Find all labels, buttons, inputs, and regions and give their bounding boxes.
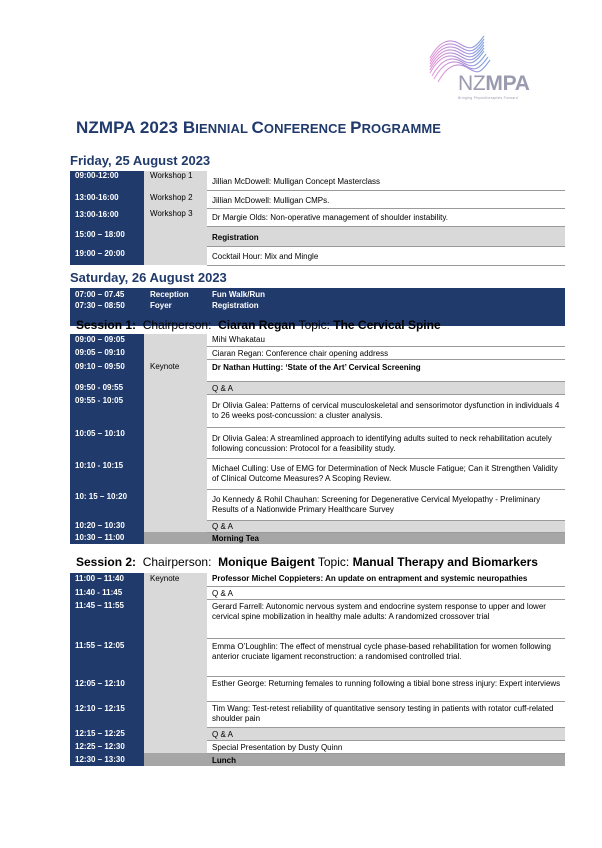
session-desc: Q & A [207,727,565,740]
time-cell: 12:30 – 13:30 [70,753,144,766]
session-desc: Dr Margie Olds: Non-operative management of shoulder instability. [207,208,565,226]
label-cell [144,489,207,520]
time-cell: 09:00-12:00 [70,171,144,190]
session-desc: Dr Olivia Galea: Patterns of cervical musculoskeletal and sensorimotor dysfunction in individuals 4 to 26 weeks post-concussion: a cluster analysis. [207,394,565,427]
time-cell: 12:15 – 12:25 [70,727,144,740]
table-row [70,359,565,381]
brand-tagline: Bringing Physiotherapists Forward [458,96,518,100]
session-desc: Q & A [207,381,565,394]
table-row [70,346,565,359]
time-cell: 09:10 – 09:50 [70,359,144,381]
label-cell [144,394,207,427]
time-cell: 19:00 – 20:00 [70,246,144,265]
label-cell [144,381,207,394]
time-cell: 13:00-16:00 [70,190,144,208]
table-row [70,520,565,532]
label-cell [144,334,207,346]
table-row [70,381,565,394]
table-row [70,638,565,676]
table-row [70,208,565,226]
time-cell: 12:25 – 12:30 [70,740,144,753]
friday-heading: Friday, 25 August 2023 [70,153,211,168]
time-cell: 13:00-16:00 [70,208,144,226]
time-cell: 15:00 – 18:00 [70,226,144,246]
session-desc: Michael Culling: Use of EMG for Determination of Neck Muscle Fatigue; Can it Strengthen Validity of Clinical Outcome Measures? A Scoping Review. [207,458,565,489]
table-row [70,532,565,544]
workshop-label: Workshop 1 [144,171,207,190]
table-row [70,573,565,586]
session-desc: Registration [207,226,565,246]
table-row [70,599,565,638]
table-row [70,489,565,520]
session-desc: Professor Michel Coppieters: An update on entrapment and systemic neuropathies [207,573,565,586]
friday-table [70,171,565,266]
label-cell [144,458,207,489]
time-cell: 12:10 – 12:15 [70,701,144,727]
session-2-header: Session 2: Chairperson: Monique Baigent Topic: Manual Therapy and Biomarkers [76,555,538,569]
time-cell: 09:55 - 10:05 [70,394,144,427]
page-title: NZMPA 2023 BIENNIAL CONFERENCE PROGRAMME [76,118,442,137]
label-cell [144,599,207,638]
time-cell: 11:55 – 12:05 [70,638,144,676]
table-row [70,740,565,753]
session-desc: Fun Walk/Run [207,288,565,301]
session-desc: Q & A [207,586,565,599]
time-cell: 10:05 – 10:10 [70,427,144,458]
label-cell [144,638,207,676]
time-cell: 07:30 – 08:50 [70,301,144,326]
table-row [70,676,565,701]
label-cell [144,520,207,532]
session-desc: Esther George: Returning females to running following a tibial bone stress injury: Expert interviews [207,676,565,701]
label-cell [144,740,207,753]
label-cell [144,727,207,740]
time-cell: 09:05 – 09:10 [70,346,144,359]
session-desc: Mihi Whakatau [207,334,565,346]
session-desc: Jillian McDowell: Mulligan CMPs. [207,190,565,208]
time-cell: 07:00 – 07.45 [70,288,144,301]
label-cell [144,753,207,766]
keynote-label: Keynote [144,573,207,586]
location-label: Reception [144,288,207,301]
session-desc: Q & A [207,520,565,532]
workshop-label [144,226,207,246]
session-desc: Special Presentation by Dusty Quinn [207,740,565,753]
table-row [70,226,565,246]
time-cell: 09:00 – 09:05 [70,334,144,346]
session-desc: Ciaran Regan: Conference chair opening address [207,346,565,359]
session-desc: Jillian McDowell: Mulligan Concept Masterclass [207,171,565,190]
brand-wordmark: NZMPA [458,72,530,95]
session-1-table [70,334,565,544]
session-desc: Emma O’Loughlin: The effect of menstrual cycle phase-based rehabilitation for women following anterior cruciate ligament reconstruction: a randomised controlled trial. [207,638,565,676]
time-cell: 10:20 – 10:30 [70,520,144,532]
table-row [70,753,565,766]
session-2-table [70,573,565,766]
session-desc: Gerard Farrell: Autonomic nervous system and endocrine system response to upper and lower cervical spine mobilization in healthy male adults: A randomized crossover trial [207,599,565,638]
label-cell [144,346,207,359]
workshop-label [144,246,207,265]
table-row [70,427,565,458]
label-cell [144,427,207,458]
keynote-label: Keynote [144,359,207,381]
label-cell [144,676,207,701]
location-label: Foyer [144,301,207,326]
session-desc: Registration [207,301,565,326]
session-1-header: Session 1: Chairperson: Ciaran Regan Topic: The Cervical Spine [76,318,441,332]
time-cell: 10:10 - 10:15 [70,458,144,489]
time-cell: 10: 15 – 10:20 [70,489,144,520]
workshop-label: Workshop 3 [144,208,207,226]
session-desc: Dr Olivia Galea: A streamlined approach to identifying adults suited to neck rehabilitation acutely following concussion: Protocol for a feasibility study. [207,427,565,458]
table-row [70,190,565,208]
session-desc: Tim Wang: Test-retest reliability of quantitative sensory testing in patients with rotator cuff-related shoulder pain [207,701,565,727]
table-row [70,701,565,727]
workshop-label: Workshop 2 [144,190,207,208]
session-desc: Morning Tea [207,532,565,544]
session-desc: Jo Kennedy & Rohil Chauhan: Screening for Degenerative Cervical Myelopathy - Preliminary Results of a Nationwide Primary Healthcare Survey [207,489,565,520]
label-cell [144,701,207,727]
table-row [70,246,565,265]
label-cell [144,586,207,599]
table-row [70,727,565,740]
time-cell: 12:05 – 12:10 [70,676,144,701]
session-desc: Cocktail Hour: Mix and Mingle [207,246,565,265]
time-cell: 11:00 – 11:40 [70,573,144,586]
saturday-heading: Saturday, 26 August 2023 [70,270,227,285]
table-row [70,586,565,599]
time-cell: 11:40 - 11:45 [70,586,144,599]
time-cell: 11:45 – 11:55 [70,599,144,638]
table-row [70,458,565,489]
table-row [70,334,565,346]
session-desc: Lunch [207,753,565,766]
time-cell: 09:50 - 09:55 [70,381,144,394]
table-row [70,171,565,190]
table-row [70,394,565,427]
session-desc: Dr Nathan Hutting: ‘State of the Art’ Cervical Screening [207,359,565,381]
table-row [70,288,565,301]
label-cell [144,532,207,544]
time-cell: 10:30 – 11:00 [70,532,144,544]
